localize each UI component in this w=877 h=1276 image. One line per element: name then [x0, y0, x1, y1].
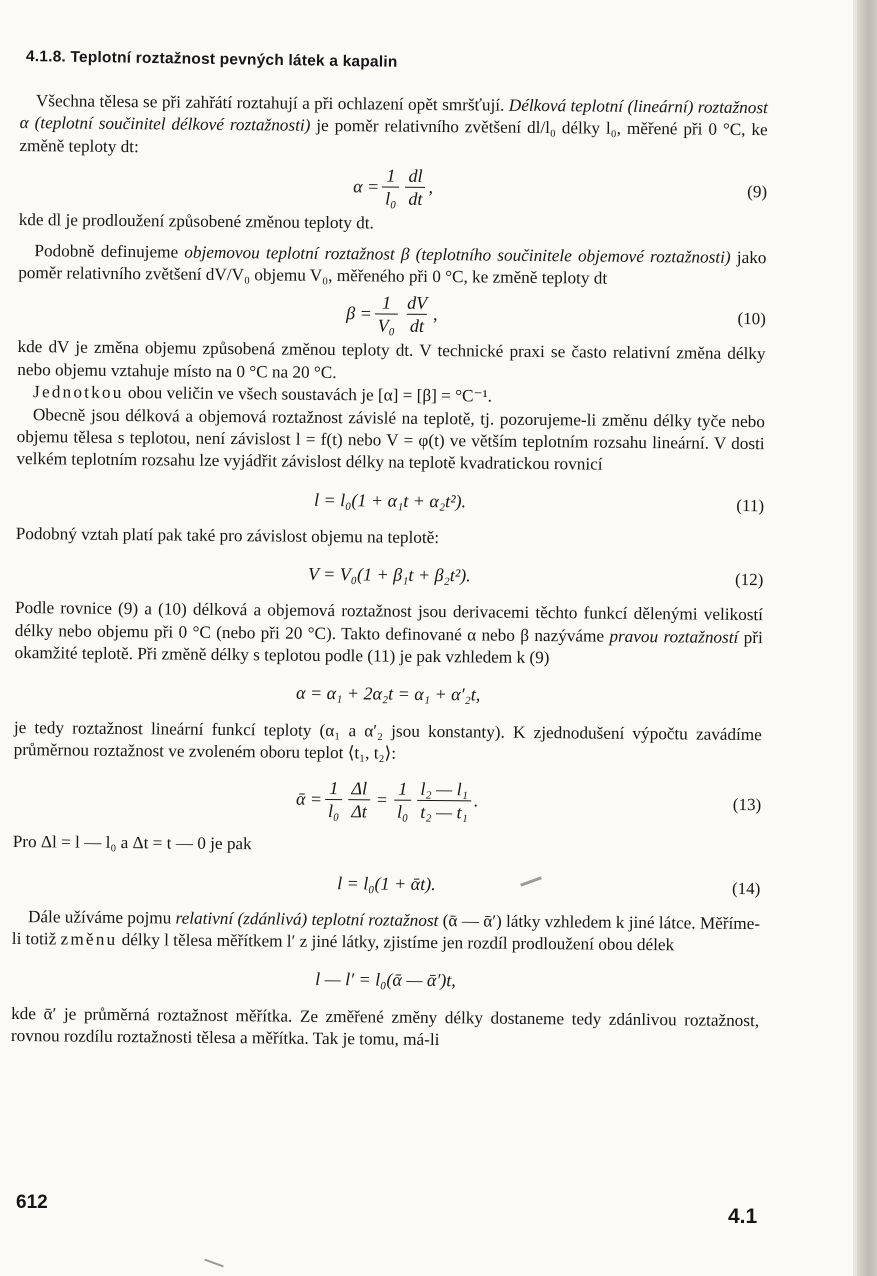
- text-run: Jednotkou: [33, 382, 124, 403]
- text-run: (ᾱ — ᾱ′) látky vzhledem k jiné látce. Měříme-li totiž: [11, 910, 761, 949]
- eq10-f1-den: V₀: [375, 313, 398, 335]
- text-run: kde dl je prodloužení způsobené změnou teploty dt.: [18, 210, 374, 233]
- eq9-f2-den: dt: [405, 186, 425, 208]
- eq10-f2-num: dV: [407, 292, 428, 313]
- eq10-f1-num: 1: [381, 292, 392, 313]
- eq13-fraction-3: [394, 778, 412, 821]
- text-run: Pro Δl = l — l₀ a Δt = t — 0 je pak: [12, 832, 252, 854]
- text-run: Obecně jsou délková a objemová roztažnost závislé na teplotě, tj. pozorujeme-li změnu délky tyče nebo objemu tělesa s teplotou, není závislost l = f(t) nebo V = φ(t) ve větším teplotním rozsahu lineární. V dosti velkém teplotním rozsahu lze vyjádřit závislost délky na teplotě kvadratickou rovnicí: [16, 404, 765, 475]
- text-run: Podle rovnice (9) a (10) délková a objemová roztažnost jsou derivacemi těchto funkcí dělenými velikostí délky nebo objemu při 0 °C (nebo při 20 °C). Takto definované α nebo β nazýváme: [14, 598, 764, 646]
- equation-number-11: (11): [736, 495, 765, 516]
- eq9-f2-num: dl: [408, 165, 423, 186]
- paragraph-similar-relation: [16, 523, 764, 553]
- text-run: změnu: [60, 929, 118, 950]
- paragraph-volume-expansion: [18, 240, 766, 292]
- eq13-fraction-2: [348, 778, 370, 821]
- page-edge: [857, 0, 877, 1276]
- equation-number-14: (14): [731, 878, 761, 898]
- text-run: při okamžité teplotě. Při změně délky s teplotou podle (11) je pak vzhledem k (9): [14, 627, 763, 668]
- paragraph-mean-expansion: [14, 716, 762, 768]
- eq13-f4-den: t₂ — t₁: [417, 800, 471, 823]
- eq14-expression: l = l₀(1 + ᾱt).: [337, 872, 436, 894]
- equation-10: [18, 288, 766, 339]
- text-run: kde ᾱ′ je průměrná roztažnost měřítka. Ze změřené změny délky dostaneme tedy zdánlivou roztažnost, rovnou rozdílu roztažnosti tělesa a měřítka. Tak je tomu, má-li: [10, 1003, 760, 1050]
- eq9-f1-num: 1: [386, 165, 396, 186]
- text-run: jako poměr relativního zvětšení dV/V₀ objemu V₀, měřeného při 0 °C, ke změně teploty dt: [18, 247, 767, 288]
- eq10-fraction-2: [404, 293, 430, 336]
- eq13-fraction-1: [325, 778, 343, 821]
- eq11-expression: l = l₀(1 + α₁t + α₂t²).: [313, 489, 467, 511]
- text-run: obou veličin ve všech soustavách je [α] = [β] = °C⁻¹.: [123, 383, 493, 406]
- eq13-fraction-4: [417, 779, 471, 823]
- text-run: kde dV je změna objemu způsobená změnou teploty dt. V technické praxi se často relativní změna délky nebo objemu vztahuje místo na 0 °C na 20 °C.: [17, 337, 766, 382]
- text-run: objemovou teplotní roztažnost β (teplotního součinitele objemové roztažnosti): [184, 242, 731, 267]
- eq10-tail: ,: [432, 304, 438, 325]
- page-body: [11, 90, 768, 1054]
- page-number: 612: [16, 1192, 48, 1213]
- text-run: pravou roztažností: [609, 626, 739, 647]
- eq9-fraction-1: [382, 165, 400, 208]
- eq13-f3-den: l₀: [394, 799, 411, 821]
- text-run: délky l tělesa měřítkem l′ z jiné látky, zjistíme jen rozdíl prodloužení obou délek: [117, 930, 675, 955]
- equation-13: [13, 767, 762, 832]
- paragraph-relative-expansion: [12, 906, 760, 958]
- paragraph-delta-definition: [13, 831, 761, 861]
- eq13-tail: .: [473, 790, 479, 811]
- eq13-f2-den: Δt: [348, 799, 370, 821]
- eq13-f1-den: l₀: [325, 799, 342, 821]
- paragraph-apparent-expansion: [11, 1002, 759, 1054]
- eq13-f4-num: l₂ — l₁: [420, 778, 469, 800]
- eq9-lhs: α =: [353, 176, 380, 197]
- eq13-f2-num: Δl: [351, 778, 368, 799]
- section-marker: 4.1: [728, 1205, 758, 1228]
- text-run: Všechna tělesa se při zahřátí roztahují a při ochlazení opět smršťují.: [35, 91, 509, 115]
- eq9-f1-den: l₀: [382, 186, 399, 208]
- text-run: Podobně definujeme: [34, 240, 185, 262]
- eq-derivative-expression: α = α₁ + 2α₂t = α₁ + α′₂t,: [295, 682, 481, 705]
- text-run: relativní (zdánlivá) teplotní roztažnost: [175, 908, 439, 930]
- equation-number-9: (9): [747, 182, 768, 202]
- eq13-lhs: ᾱ =: [295, 788, 323, 810]
- equation-14: [12, 858, 760, 909]
- eq13-f1-num: 1: [329, 777, 339, 798]
- equation-12: [15, 549, 763, 600]
- equation-derivative: [14, 668, 762, 719]
- equation-number-10: (10): [737, 309, 766, 329]
- text-run: Podobný vztah platí pak také pro závislost objemu na teplotě:: [15, 523, 440, 547]
- eq10-fraction-1: [375, 292, 399, 335]
- eq10-lhs: β =: [346, 303, 372, 324]
- text-run: je poměr relativního zvětšení dl/l₀ délky l₀, měřené při 0 °C, ke změně teploty dt:: [19, 116, 768, 156]
- eq13-equals: =: [376, 789, 388, 810]
- text-run: je tedy roztažnost lineární funkcí teploty (α₁ a α′₂ jsou konstanty). K zjednodušení výpočtu zavádíme průměrnou roztažnost ve zvoleném oboru teplot ⟨t₁, t₂⟩:: [13, 717, 762, 763]
- equation-number-13: (13): [732, 795, 762, 815]
- text-run: Dále užíváme pojmu: [27, 906, 176, 928]
- eq13-f3-num: 1: [398, 778, 408, 799]
- equation-9: [19, 161, 767, 212]
- eq-relative-expression: l — l′ = l₀(ᾱ — ᾱ′)t,: [315, 969, 456, 991]
- eq9-fraction-2: [405, 165, 425, 208]
- paragraph-derivatives: [14, 597, 763, 671]
- eq10-f2-den: dt: [407, 314, 427, 336]
- section-heading: 4.1.8. Teplotní roztažnost pevných látek a kapalin: [25, 48, 398, 71]
- scan-mark-bottom: [204, 1259, 223, 1268]
- equation-relative: [11, 954, 759, 1005]
- paragraph-volume-change: [17, 336, 765, 388]
- paragraph-linear-expansion: [19, 90, 768, 164]
- text-run: Délková teplotní (lineární) roztažnost α (teplotní součinitel délkové roztažnosti): [19, 95, 768, 136]
- eq12-expression: V = V₀(1 + β₁t + β₂t²).: [307, 563, 471, 586]
- equation-number-12: (12): [734, 570, 764, 590]
- eq9-tail: ,: [428, 176, 434, 197]
- equation-11: [16, 475, 764, 526]
- paragraph-nonlinear: [16, 404, 765, 478]
